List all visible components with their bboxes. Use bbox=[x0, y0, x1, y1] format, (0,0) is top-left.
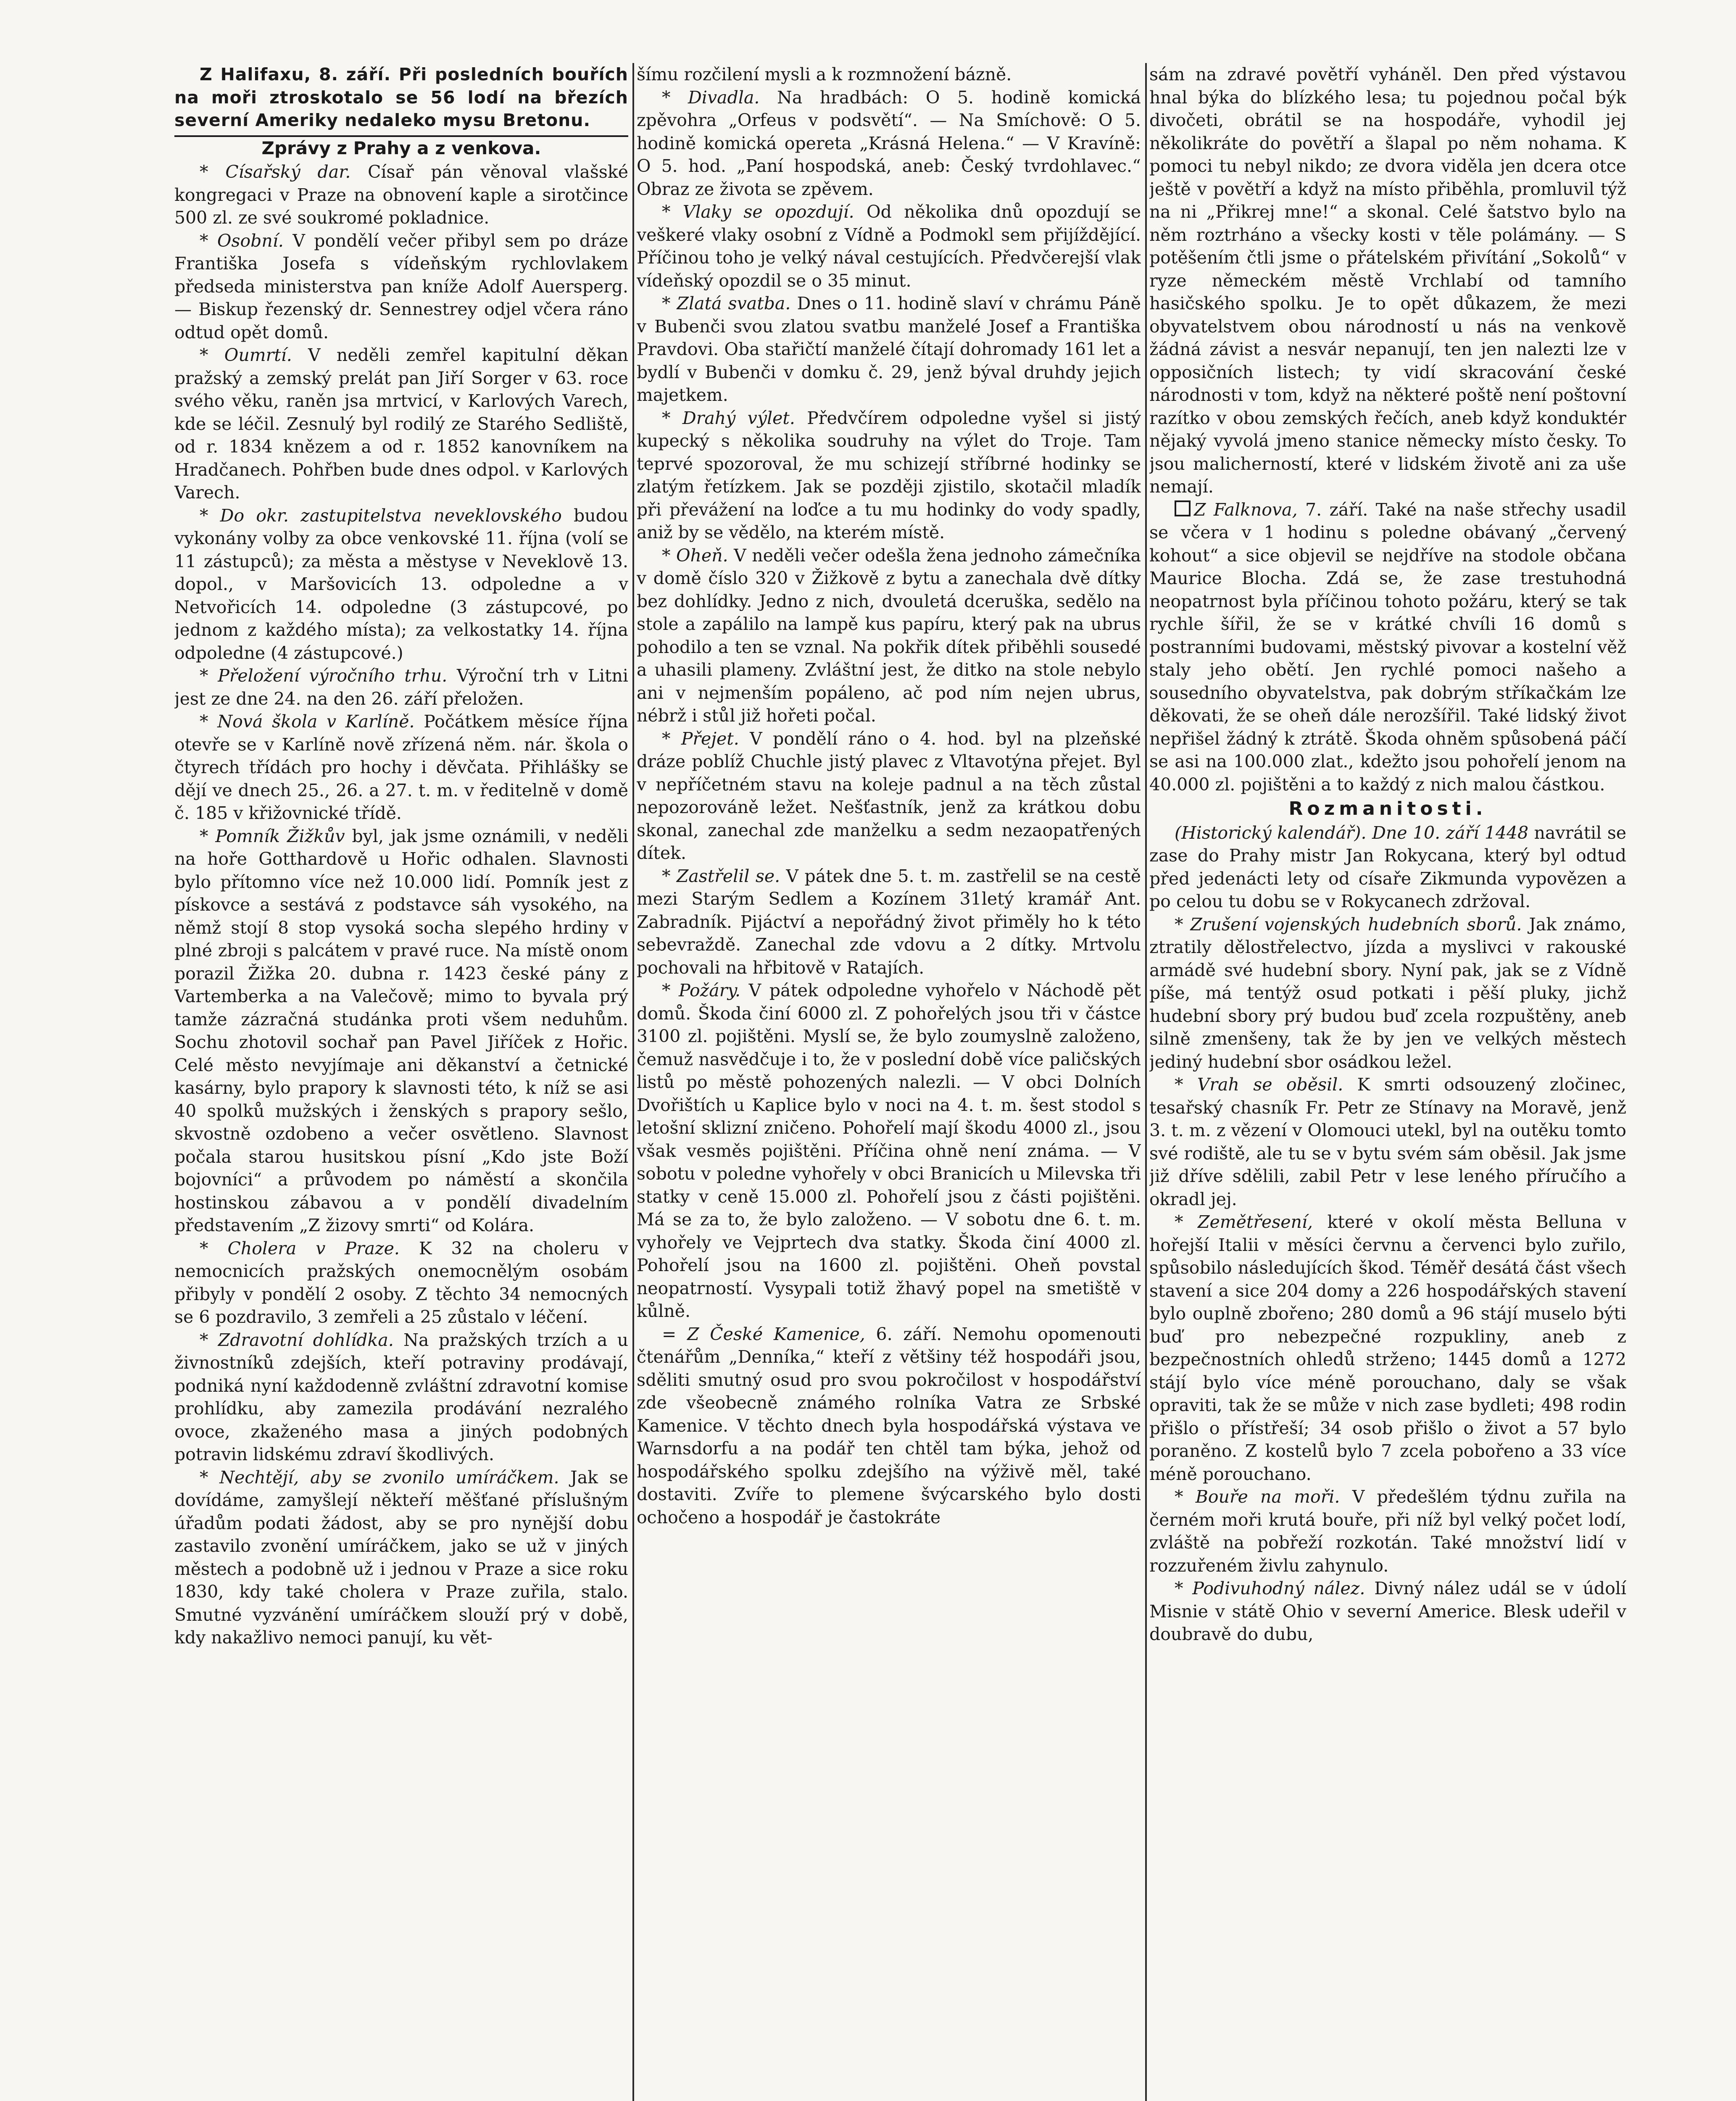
news-item: * Oheň. V neděli večer odešla žena jednoho zámečníka v domě číslo 320 v Žižkově z bytu a zanechala dvě dítky bez dohlídky. Jedno z nich, dvouletá dceruška, sedělo na stole a zapálilo na lampě kus papíru, který pak na ubrus pohodilo a ten se vznal. Na pokřik dítek přiběhli sousedé a uhasili plameny. Zvláštní jest, že ditko na stole nebylo ani v nejmenším popáleno, ač pod ním nejen ubrus, nébrž i stůl již hořeti počal. bbox=[637, 545, 1141, 726]
news-item: * Vlaky se opozdují. Od několika dnů opozdují se veškeré vlaky osobní z Vídně a Podmokl sem přijíždějící. Příčinou toho je velký nával cestujících. Předvčerejší vlak vídeňský opozdil se o 35 minut. bbox=[637, 202, 1141, 291]
news-item: * Vrah se oběsil. K smrti odsouzený zločinec, tesařský chasník Fr. Petr ze Stínavy na Moravě, jenž 3. t. m. z vězení v Olomouci utekl, byl na outěku tomto své rodiště, ale tu se v bytu svém sám oběsil. Jak jsme již dříve sdělili, zabil Petr v lese leného příručího a okradl jej. bbox=[1149, 1074, 1626, 1209]
news-item: * Oumrtí. V neděli zemřel kapitulní děkan pražský a zemský prelát pan Jiří Sorger v 63. roce svého věku, raněn jsa mrtvicí, v Karlových Varech, kde se léčil. Zesnulý byl rodilý ze Starého Sedliště, od r. 1834 knězem a od r. 1852 kanovníkem na Hradčanech. Pohřben bude dnes odpol. v Karlových Varech. bbox=[174, 345, 628, 503]
news-item: * Zastřelil se. V pátek dne 5. t. m. zastřelil se na cestě mezi Starým Sedlem a Kozínem 31letý kramář Ant. Zabradník. Pijáctví a nepořádný život přiměly ho k této sebevraždě. Zanechal zde vdovu a 2 dítky. Mrtvolu pochovali na hřbitově v Ratajích. bbox=[637, 866, 1141, 978]
column-rule-1 bbox=[632, 63, 634, 2101]
news-item: * Přejet. V pondělí ráno o 4. hod. byl na plzeňské dráze poblíž Chuchle jistý plavec z Vltavotýna přejet. Byl v nepříčetném stavu na koleje padnul a na těch zůstal nepozorováně ležet. Nešťastník, jenž za krátkou dobu skonal, zanechal zde manželku a sedm nezaopatřených dítek. bbox=[637, 728, 1141, 863]
news-item: * Požáry. V pátek odpoledne vyhořelo v Náchodě pět domů. Škoda činí 6000 zl. Z pohořelých jsou tři v částce 3100 zl. pojištěni. Myslí se, že bylo zoumyslně založeno, čemuž nasvědčuje i to, že v poslední době více paličských listů po městě pohozených nalezli. — V obci Dolních Dvořištích u Kaplice bylo v noci na 4. t. m. šest stodol s letošní sklizní zničeno. Pohořelí mají škodu 4000 zl., jsou však vesměs pojištěni. Příčina ohně není známa. — V sobotu v poledne vyhořely v obci Branicích u Milevska tři statky v ceně 15.000 zl. Pohořelí jsou z části pojištěni. Má se za to, že bylo založeno. — V sobotu dne 6. t. m. vyhořely ve Vejprtech dva statky. Škoda činí 4000 zl. Pohořelí jsou na 1600 zl. pojištěni. Oheň povstal neopatrností. Vysypali totiž žhavý popel na smetiště v kůlně. bbox=[637, 980, 1141, 1321]
news-continuation: sám na zdravé povětří vyháněl. Den před výstavou hnal býka do blízkého lesa; tu pojednou počal býk divočeti, obrátil se na hospodáře, vyhodil jej několikráte do povětří a šlapal po něm nohama. K pomoci tu nebyl nikdo; ze dvora viděla jen dcera otce ještě v povětří a když na místo přiběhla, promluvil týž na ni „Přikrej mne!“ a skonal. Celé šatstvo bylo na něm roztrháno a všecky kosti v těle polámány. — S potěšením čtli jsme o přátelském přivítání „Sokolů“ v ryze německém městě Vrchlabí od tamního hasičského spolku. Je to opět důkazem, že mezi obyvatelstvem obou národností u nás na venkově žádná závist a nesvár nepanují, ten jen nalezti lze v opposičních listech; ty vidí skracování české národnosti v tom, když na některé poště není poštovní razítko v obou zemských řečích, aneb když konduktér nějaký vyvolá jmeno stanice německy místo česky. To jsou malicherností, které v lidském životě ani za uše nemají. bbox=[1149, 64, 1626, 497]
column-3 bbox=[1149, 63, 1626, 2101]
square-bullet-icon bbox=[1175, 500, 1191, 516]
column-1 bbox=[174, 63, 628, 2101]
section-heading-misc: Rozmanitosti. bbox=[1288, 798, 1487, 819]
column-2 bbox=[637, 63, 1141, 2101]
news-item: * Nechtějí, aby se zvonilo umíráčkem. Jak se dovídáme, zamyšlejí někteří měšťané příslušným úřadům podati žádost, aby se pro nynější dobu zastavilo zvonění umíráčkem, jako se už v jiných městech a podobně už i jednou v Praze a sice roku 1830, kdy také cholera v Praze zuřila, stalo. Smutné vyzvánění umíráčkem slouží prý v době, kdy nakažlivo nemoci panují, ku vět- bbox=[174, 1467, 628, 1648]
news-item: (Historický kalendář). Dne 10. září 1448 navrátil se zase do Prahy mistr Jan Rokycana, který byl odtud před jedenácti lety od císaře Zikmunda vypovězen a po celou tu dobu se v Rokycanech zdržoval. bbox=[1149, 822, 1626, 911]
news-item: * Osobní. V pondělí večer přibyl sem po dráze Františka Josefa s vídeňským rychlovlakem předseda ministerstva pan kníže Adolf Auersperg. — Biskup řezenský dr. Sennestrey odjel včera ráno odtud opět domů. bbox=[174, 230, 628, 342]
section-heading-prague: Zprávy z Prahy a z venkova. bbox=[174, 135, 628, 160]
news-halifax: Z Halifaxu, 8. září. Při posledních bouřích na moři ztroskotalo se 56 lodí na březích severní Ameriky nedaleko mysu Bretonu. bbox=[174, 64, 628, 130]
news-item: = Z České Kamenice, 6. září. Nemohu opomenouti čtenářům „Denníka,“ kteří z většiny též hospodáři jsou, sděliti smutný osud pro svou pokročilost v hospodářství zde všeobecně známého rolníka Vatra ze Srbské Kamenice. V těchto dnech byla hospodářská výstava ve Warnsdorfu a na podář ten chtěl tam býka, jehož od hospodářského spolku zdejšího na výživě měl, také dostaviti. Zvíře to plemene švýcarského bylo dosti ochočeno a hospodář je častokráte bbox=[637, 1324, 1141, 1527]
news-item: * Zdravotní dohlídka. Na pražských trzích a u živnostníků zdejších, kteří potraviny prodávají, podniká nyní každodenně zvláštní zdravotní komise prohlídku, aby zamezila prodávání nezralého ovoce, zkaženého masa a jiných podobných potravin lidskému zdraví škodlivých. bbox=[174, 1330, 628, 1464]
news-item: * Přeložení výročního trhu. Výroční trh v Litni jest ze dne 24. na den 26. září přeložen. bbox=[174, 666, 628, 709]
news-item: * Zrušení vojenských hudebních sborů. Jak známo, ztratily dělostřelectvo, jízda a myslivci v rakouské armádě své hudební sbory. Nyní pak, jak se z Vídně píše, má tentýž osud potkati i pěší pluky, jichž hudební sbory prý budou buď zcela rozpuštěny, aneb silně zmenšeny, tak že by jen ve velkých městech jediný hudební sbor osádkou ležel. bbox=[1149, 914, 1626, 1072]
news-item: * Drahý výlet. Předvčírem odpoledne vyšel si jistý kupecký s několika soudruhy na výlet do Troje. Tam teprvé spozoroval, že mu schizejí stříbrné hodinky se zlatým řetízkem. Jak se později zjistilo, skotačil mladík při převážení na loďce a tu mu hodinky do vody spadly, aniž by se vědělo, na kterém místě. bbox=[637, 408, 1141, 542]
news-item: * Nová škola v Karlíně. Počátkem měsíce října otevře se v Karlíně nově zřízená něm. nár. škola o čtyrech třídách pro hochy i děvčata. Přihlášky se dějí ve dnech 25., 26. a 27. t. m. v ředitelně v domě č. 185 v křižovnické třídě. bbox=[174, 711, 628, 823]
news-item: * Pomník Žižkův byl, jak jsme oznámili, v neděli na hoře Gotthardově u Hořic odhalen. Slavnosti bylo přítomno více než 10.000 lidí. Pomník jest z pískovce a sestává z podstavce sáh vysokého, na němž stojí 8 stop vysoká socha slepého hrdiny v plné zbroji s palcátem v pravé ruce. Na místě onom porazil Žižka 20. dubna r. 1423 české pány z Vartemberka a na Valečově; mimo to byvala prý tamže zázračná studánka proti všem neduhům. Sochu zhotovil sochař pan Pavel Jiříček z Hořic. Celé město nevyjímaje ani děkanství a četnické kasárny, bylo prapory k slavnosti této, k níž se asi 40 spolků mužských i ženských s prapory sešlo, skvostně ozdobeno a večer osvětleno. Slavnost počala starou husitskou písní „Kdo jste Boží bojovníci“ a průvodem po náměstí a skončila hostinskou zábavou a v pondělí divadelním představením „Z žizovy smrti“ od Kolára. bbox=[174, 826, 628, 1235]
news-item: * Do okr. zastupitelstva neveklovského budou vykonány volby za obce venkovské 11. října (volí se 11 zástupců); za města a městyse v Neveklově 13. dopol., v Maršovicích 13. odpoledne a v Netvořicích 14. odpoledne (3 zástupcové, po jednom z každého místa); za velkostatky 14. října odpoledne (4 zástupcové.) bbox=[174, 505, 628, 663]
news-item: * Zemětřesení, které v okolí města Belluna v hořejší Italii v měsíci červnu a červenci bylo zuřilo, spůsobilo následujících škod. Téměř desátá část všech stavení a sice 204 domy a 226 hospodářských stavení bylo ouplně zbořeno; 280 domů a 96 stájí muselo býti buď pro nebezpečné rozpukliny, aneb z bezpečnostních ohledů strženo; 1445 domů a 1272 stájí bylo více méně porouchano, daly se však opraviti, tak že se může v nich zase bydleti; 498 rodin přišlo o přístřeší; 34 osob přišlo o život a 57 bylo poraněno. Z kostelů bylo 7 zcela pobořeno a 33 více méně porouchano. bbox=[1149, 1212, 1626, 1484]
news-item: * Císařský dar. Císař pán věnoval vlašské kongregaci v Praze na obnovení kaple a sirotčince 500 zl. ze své soukromé pokladnice. bbox=[174, 162, 628, 228]
news-item: * Divadla. Na hradbách: O 5. hodině komická zpěvohra „Orfeus v podsvětí“. — Na Smíchově: O 5. hodině komická opereta „Krásná Helena.“ — V Kravíně: O 5. hod. „Paní hospodská, aneb: Český tvrdohlavec.“ Obraz ze života se zpěvem. bbox=[637, 87, 1141, 199]
column-rule-2 bbox=[1145, 63, 1147, 2101]
news-item: * Podivuhodný nález. Divný nález udál se v údolí Misnie v státě Ohio v severní Americe. Blesk udeřil v doubravě do dubu, bbox=[1149, 1578, 1626, 1644]
news-item: * Zlatá svatba. Dnes o 11. hodině slaví v chrámu Páně v Bubenči svou zlatou svatbu manželé Josef a Františka Pravdovi. Oba stařičtí manželé čítají dohromady 161 let a bydlí v Bubenči v domku č. 29, jenž býval druhdy jejich majetkem. bbox=[637, 293, 1141, 405]
news-item: * Cholera v Praze. K 32 na choleru v nemocnicích pražských onemocnělým osobám přibyly v pondělí 2 osoby. Z těchto 34 nemocných se 6 pozdravilo, 3 zemřeli a 25 zůstalo v léčení. bbox=[174, 1238, 628, 1327]
news-item: Z Falknova, 7. září. Také na naše střechy usadil se včera v 1 hodinu s poledne obávaný „červený kohout“ a sice objevil se nejdříve na stodole občana Maurice Blocha. Zdá se, že zase trestuhodná neopatrnost byla příčinou tohoto požáru, který se tak rychle šířil, že se v krátké chvíli 16 domů s postranními budovami, městský pivovar a kostelní věž staly jeho obětí. Jen rychlé pomoci našeho a sousedního obyvatelstva, pak dobrým stříkačkám lze děkovati, že se oheň dále nerozšířil. Také lidský život nepřišel žádný k ztrátě. Škoda ohněm spůsobená páčí se asi na 100.000 zlat., kdežto jsou pohořelí jenom na 40.000 zl. pojištěni a to každý z nich malou částkou. bbox=[1149, 499, 1626, 795]
news-item: * Bouře na moři. V předešlém týdnu zuřila na černém moři krutá bouře, při níž byl velký počet lodí, zvláště na pobřeží rozkotán. Také množství lidí v rozzuřeném živlu zahynulo. bbox=[1149, 1487, 1626, 1576]
news-continuation: šímu rozčilení mysli a k rozmnožení bázně. bbox=[637, 64, 1012, 84]
